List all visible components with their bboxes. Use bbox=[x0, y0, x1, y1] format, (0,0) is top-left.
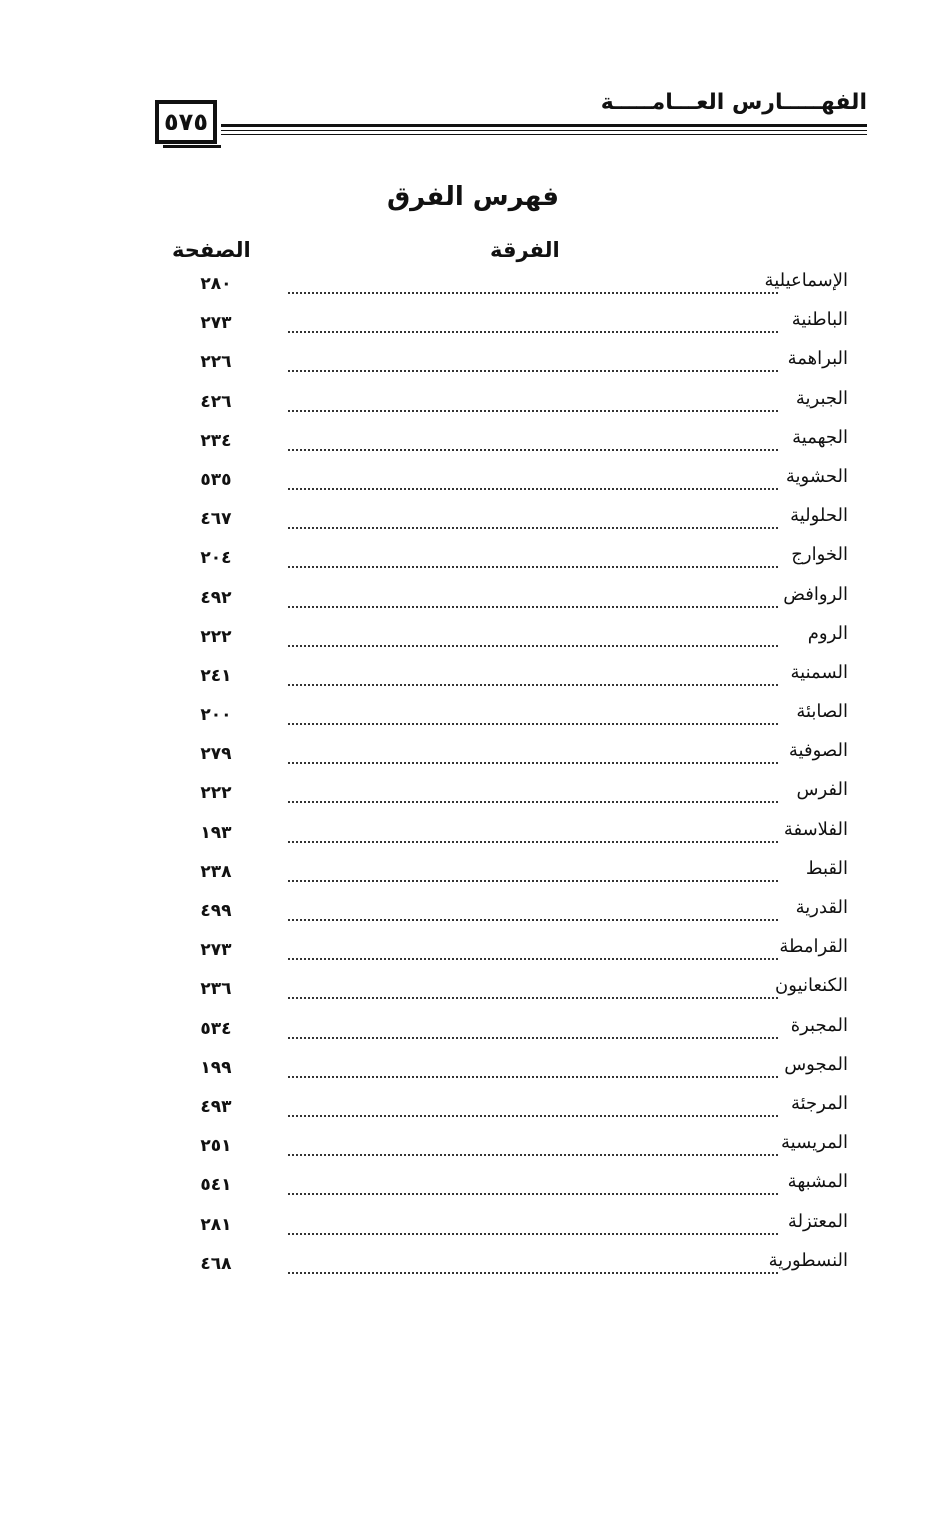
page-ref: ٤٩٣ bbox=[200, 1096, 232, 1117]
dot-leader bbox=[288, 410, 778, 412]
sect-name: القبط bbox=[805, 857, 848, 879]
list-item bbox=[190, 817, 848, 856]
list-item bbox=[190, 777, 848, 816]
sect-name: الفرس bbox=[796, 779, 848, 801]
sect-name: الكنعانيون bbox=[775, 975, 848, 997]
sect-name: المجبرة bbox=[790, 1014, 848, 1036]
page-ref: ٢٨٠ bbox=[200, 274, 232, 294]
list-item bbox=[190, 425, 848, 464]
page-ref: ٥٣٥ bbox=[200, 469, 232, 490]
running-title: الفهـــــارس العـــامـــــة bbox=[600, 90, 867, 115]
list-item bbox=[190, 307, 848, 346]
dot-leader bbox=[288, 1037, 778, 1039]
sect-name: الروافض bbox=[783, 583, 848, 605]
dot-leader bbox=[288, 1115, 778, 1117]
list-item bbox=[190, 503, 848, 542]
header-rule-thin bbox=[221, 130, 867, 131]
dot-leader bbox=[288, 1233, 778, 1235]
dot-leader bbox=[288, 488, 778, 490]
page-ref: ٤٩٩ bbox=[200, 901, 232, 921]
dot-leader bbox=[288, 292, 778, 294]
page-ref: ٢٧٣ bbox=[200, 940, 232, 961]
sect-name: المجوس bbox=[784, 1053, 848, 1075]
sect-name: الجبرية bbox=[795, 387, 848, 409]
page-ref: ٢٧٩ bbox=[200, 744, 232, 765]
page-ref: ٢٥١ bbox=[200, 1136, 232, 1157]
sect-name: الصابئة bbox=[796, 701, 848, 723]
list-item bbox=[190, 856, 848, 895]
header-rule-thin-2 bbox=[221, 134, 867, 135]
list-item bbox=[190, 268, 848, 307]
index-title: فهرس الفرق bbox=[386, 182, 560, 212]
sect-name: القدرية bbox=[795, 897, 848, 918]
page-ref: ٢٢٢ bbox=[200, 783, 232, 804]
dot-leader bbox=[288, 645, 778, 647]
page-ref: ٢٤١ bbox=[200, 665, 232, 686]
page-number: ٥٧٥ bbox=[155, 100, 217, 144]
sect-name: المشبهة bbox=[787, 1171, 848, 1193]
list-item bbox=[190, 621, 848, 660]
page-ref: ٢٠٤ bbox=[200, 548, 232, 569]
list-item bbox=[190, 1248, 848, 1287]
dot-leader bbox=[288, 997, 778, 999]
dot-leader bbox=[288, 801, 778, 803]
dot-leader bbox=[288, 1154, 778, 1156]
list-item bbox=[190, 934, 848, 973]
list-item bbox=[190, 1013, 848, 1052]
sect-name: الفلاسفة bbox=[783, 818, 848, 840]
sect-name: الإسماعيلية bbox=[764, 270, 848, 291]
dot-leader bbox=[288, 762, 778, 764]
sect-name: المعتزلة bbox=[787, 1210, 848, 1232]
page-ref: ٤٦٧ bbox=[200, 509, 232, 530]
dot-leader bbox=[288, 958, 778, 960]
sect-name: الروم bbox=[807, 622, 848, 644]
page-ref: ٢٢٢ bbox=[200, 626, 232, 647]
list-item bbox=[190, 1091, 848, 1130]
page-ref: ٢٧٣ bbox=[200, 313, 232, 334]
sect-name: المريسية bbox=[781, 1132, 848, 1154]
list-item bbox=[190, 895, 848, 934]
dot-leader bbox=[288, 370, 778, 372]
sect-name: الباطنية bbox=[791, 309, 848, 331]
column-header-sect: الفرقة bbox=[490, 238, 560, 262]
page-ref: ٢٣٦ bbox=[200, 979, 232, 1000]
page-ref: ١٩٩ bbox=[200, 1057, 232, 1078]
dot-leader bbox=[288, 449, 778, 451]
list-item bbox=[190, 738, 848, 777]
dot-leader bbox=[288, 1272, 778, 1274]
sect-name: الخوارج bbox=[791, 544, 848, 566]
page-header bbox=[155, 90, 867, 150]
list-item bbox=[190, 582, 848, 621]
sect-name: الحشوية bbox=[785, 465, 848, 487]
column-header-page: الصفحة bbox=[172, 238, 251, 262]
header-rule bbox=[221, 124, 867, 127]
sect-name: القرامطة bbox=[779, 936, 848, 958]
dot-leader bbox=[288, 1193, 778, 1195]
list-item bbox=[190, 1209, 848, 1248]
list-item bbox=[190, 1130, 848, 1169]
page-ref: ٤٢٦ bbox=[200, 391, 232, 412]
list-item bbox=[190, 660, 848, 699]
dot-leader bbox=[288, 919, 778, 921]
page-ref: ٢٣٨ bbox=[200, 861, 232, 882]
dot-leader bbox=[288, 1076, 778, 1078]
dot-leader bbox=[288, 606, 778, 608]
page-ref: ١٩٣ bbox=[200, 822, 232, 843]
dot-leader bbox=[288, 841, 778, 843]
dot-leader bbox=[288, 723, 778, 725]
page-ref: ٥٤١ bbox=[200, 1175, 232, 1196]
page-ref: ٤٩٢ bbox=[200, 587, 232, 608]
list-item bbox=[190, 542, 848, 581]
dot-leader bbox=[288, 566, 778, 568]
page-ref: ٥٣٤ bbox=[200, 1018, 232, 1039]
list-item bbox=[190, 1052, 848, 1091]
sect-name: الجهمية bbox=[792, 426, 848, 448]
page-ref: ٤٦٨ bbox=[200, 1253, 232, 1274]
dot-leader bbox=[288, 684, 778, 686]
page-ref: ٢٠٠ bbox=[200, 705, 232, 726]
dot-leader bbox=[288, 527, 778, 529]
page-ref: ٢٣٤ bbox=[200, 430, 232, 451]
list-item bbox=[190, 346, 848, 385]
list-item bbox=[190, 464, 848, 503]
list-item bbox=[190, 699, 848, 738]
dot-leader bbox=[288, 880, 778, 882]
sect-name: البراهمة bbox=[787, 348, 848, 370]
list-item bbox=[190, 386, 848, 425]
page-ref: ٢٢٦ bbox=[200, 352, 232, 373]
sect-name: الحلولية bbox=[790, 505, 848, 527]
index-list bbox=[190, 268, 848, 1287]
dot-leader bbox=[288, 331, 778, 333]
sect-name: المرجئة bbox=[790, 1092, 848, 1114]
list-item bbox=[190, 1169, 848, 1208]
sect-name: السمنية bbox=[790, 661, 848, 683]
list-item bbox=[190, 973, 848, 1012]
sect-name: النسطورية bbox=[768, 1249, 848, 1271]
page-ref: ٢٨١ bbox=[200, 1214, 232, 1235]
sect-name: الصوفية bbox=[788, 740, 848, 762]
